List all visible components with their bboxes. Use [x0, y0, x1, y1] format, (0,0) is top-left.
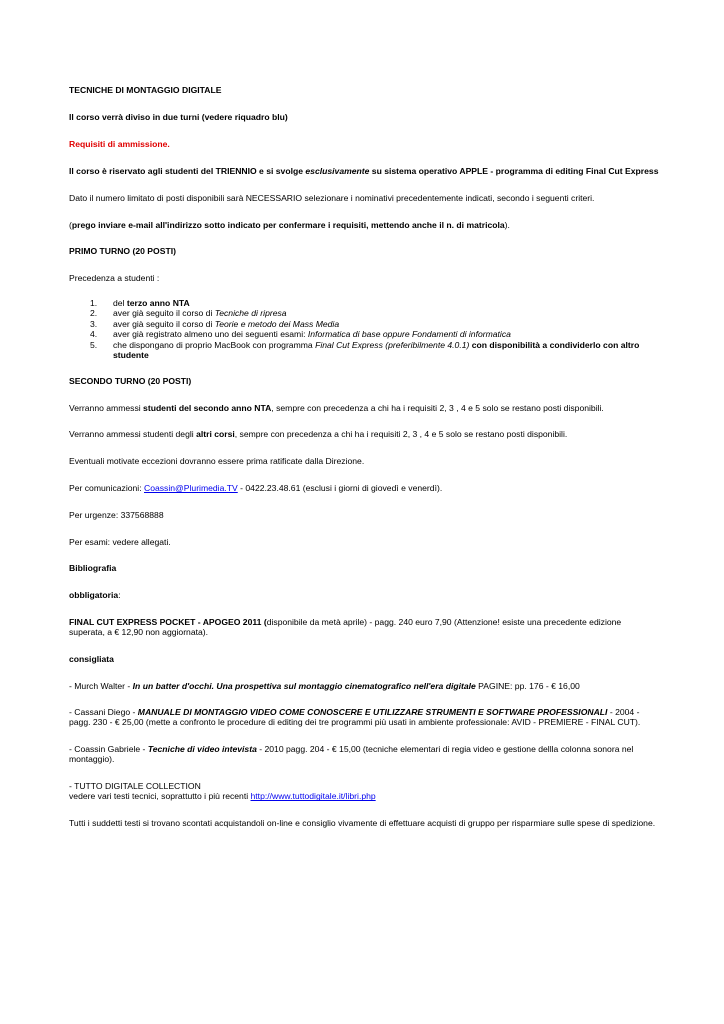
secondo-turno-rule-1: Verranno ammessi studenti del secondo anno NTA, sempre con precedenza a chi ha i requisiti 2, 3 , 4 e 5 solo se restano posti disponibili.: [69, 403, 604, 413]
intro-line: Il corso verrà diviso in due turni (vedere riquadro blu): [69, 112, 288, 122]
tutto-digitale-link[interactable]: http://www.tuttodigitale.it/libri.php: [250, 791, 376, 802]
primo-turno-heading: PRIMO TURNO (20 POSTI): [69, 246, 176, 256]
closing-note: Tutti i suddetti testi si trovano scontati acquistandoli on-line e consiglio vivamente di effettuare acquisti di gruppo per risparmiare sulle spese di spedizione.: [69, 818, 656, 828]
requirements-list: [69, 298, 659, 361]
list-item: 3. aver già seguito il corso di Teorie e metodo dei Mass Media: [90, 318, 340, 329]
obbligatoria-label: obbligatoria:: [69, 590, 121, 600]
consigliata-label: consigliata: [69, 654, 114, 664]
list-item: 5. che dispongano di proprio MacBook con programma Final Cut Express (preferibilmente 4.0.1) con disponibilità a condividerlo con altro studente: [90, 339, 640, 361]
comunicazioni-line: Per comunicazioni: Coassin@Plurimedia.TV - 0422.23.48.61 (esclusi i giorni di giovedì e venerdì).: [69, 483, 443, 493]
final-cut-entry: FINAL CUT EXPRESS POCKET - APOGEO 2011 (disponibile da metà aprile) - pagg. 240 euro 7,90 (Attenzione! esiste una precedente edizione superata, a € 12,90 non aggiornata).: [69, 617, 622, 638]
precedenza-label: Precedenza a studenti :: [69, 273, 160, 283]
document-title: TECNICHE DI MONTAGGIO DIGITALE: [69, 85, 222, 95]
eccezioni-note: Eventuali motivate eccezioni dovranno essere prima ratificate dalla Direzione.: [69, 456, 365, 466]
restriction-paragraph: Il corso è riservato agli studenti del TRIENNIO e si svolge esclusivamente su sistema operativo APPLE - programma di editing Final Cut Express: [69, 166, 659, 176]
secondo-turno-rule-2: Verranno ammessi studenti degli altri corsi, sempre con precedenza a chi ha i requisiti 2, 3 , 4 e 5 solo se restano posti disponibili.: [69, 429, 568, 439]
esami-line: Per esami: vedere allegati.: [69, 537, 171, 547]
list-item: 1. del terzo anno NTA: [90, 298, 190, 308]
secondo-turno-heading: SECONDO TURNO (20 POSTI): [69, 376, 192, 386]
urgenze-line: Per urgenze: 337568888: [69, 510, 164, 520]
coassin-entry: - Coassin Gabriele - Tecniche di video intevista - 2010 pagg. 204 - € 15,00 (tecniche elementari di regia video e gestione dellla colonna sonora nel montaggio).: [69, 744, 634, 765]
tutto-digitale-entry: - TUTTO DIGITALE COLLECTION vedere vari testi tecnici, soprattutto i più recenti http://www.tuttodigitale.it/libri.php: [69, 781, 376, 802]
list-item: 2. aver già seguito il corso di Tecniche di ripresa: [90, 308, 287, 319]
list-item: 4. aver già registrato almeno uno dei seguenti esami: Informatica di base oppure Fondamenti di informatica: [90, 329, 511, 340]
cassani-entry: - Cassani Diego - MANUALE DI MONTAGGIO VIDEO COME CONOSCERE E UTILIZZARE STRUMENTI E SOFTWARE PROFESSIONALI - 2004 - pagg. 230 - € 25,00 (mette a confronto le procedure di editing dei tre programmi più usati in ambiente professionale: AVID - PREMIERE - FINAL CUT).: [69, 707, 641, 728]
selection-note: Dato il numero limitato di posti disponibili sarà NECESSARIO selezionare i nominativi precedentemente indicati, secondo i seguenti criteri.: [69, 193, 595, 203]
bibliografia-heading: Bibliografia: [69, 563, 117, 573]
murch-entry: - Murch Walter - In un batter d'occhi. Una prospettiva sul montaggio cinematografico nell'era digitale PAGINE: pp. 176 - € 16,00: [69, 681, 580, 691]
email-note: (prego inviare e-mail all'indirizzo sotto indicato per confermare i requisiti, mettendo anche il n. di matricola).: [69, 220, 510, 230]
email-link[interactable]: Coassin@Plurimedia.TV: [144, 483, 238, 493]
requisiti-heading: Requisiti di ammissione.: [69, 139, 170, 149]
